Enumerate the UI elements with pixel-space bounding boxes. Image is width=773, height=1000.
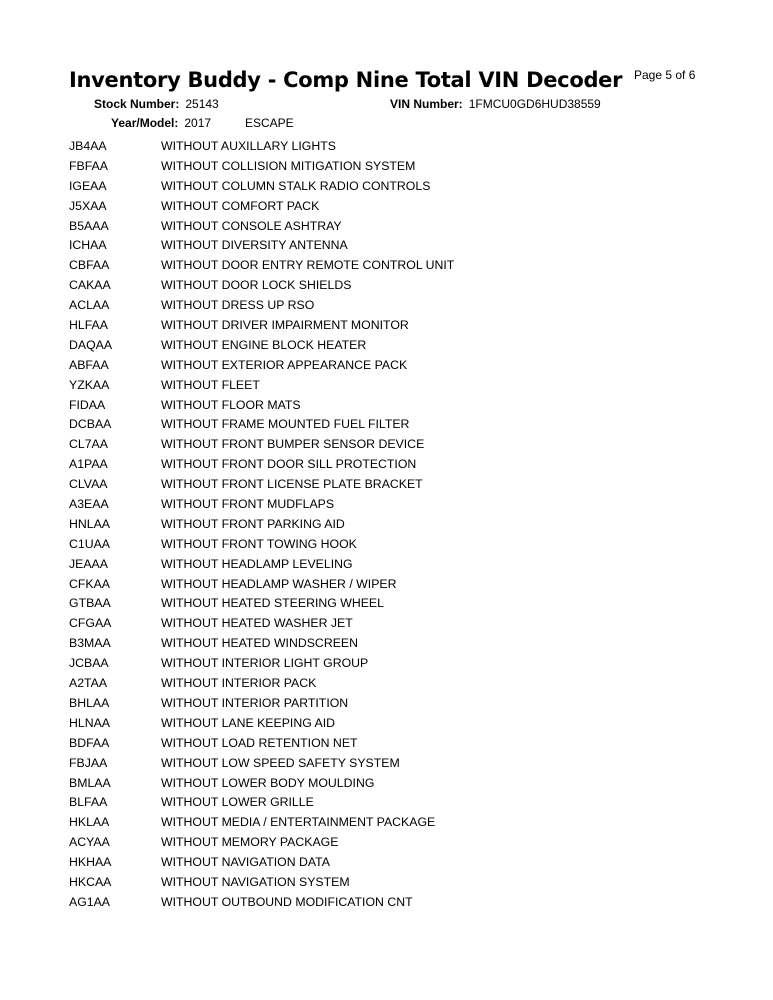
option-description: WITHOUT FRONT PARKING AID	[161, 516, 345, 531]
option-code: FBJAA	[69, 755, 108, 770]
option-row	[69, 754, 669, 774]
option-code: JCBAA	[69, 656, 109, 671]
option-description: WITHOUT NAVIGATION SYSTEM	[161, 874, 350, 889]
option-description: WITHOUT COMFORT PACK	[161, 198, 320, 213]
option-code: FBFAA	[69, 158, 108, 173]
option-row	[69, 415, 669, 435]
option-code-list	[69, 137, 669, 913]
option-code: CAKAA	[69, 278, 111, 293]
stock-number-label: Stock Number:	[94, 97, 180, 111]
option-code: ICHAA	[69, 238, 107, 253]
model-value: ESCAPE	[245, 116, 294, 130]
option-row	[69, 475, 669, 495]
option-row	[69, 734, 669, 754]
option-row	[69, 296, 669, 316]
option-description: WITHOUT DRESS UP RSO	[161, 298, 315, 313]
option-row	[69, 674, 669, 694]
option-row	[69, 873, 669, 893]
option-code: GTBAA	[69, 596, 111, 611]
option-row	[69, 137, 669, 157]
option-code: BHLAA	[69, 695, 110, 710]
option-code: A1PAA	[69, 457, 108, 472]
option-row	[69, 813, 669, 833]
option-description: WITHOUT MEMORY PACKAGE	[161, 835, 339, 850]
option-description: WITHOUT FRONT DOOR SILL PROTECTION	[161, 457, 417, 472]
option-code: A2TAA	[69, 676, 108, 691]
option-description: WITHOUT LANE KEEPING AID	[161, 715, 336, 730]
option-code: CBFAA	[69, 258, 110, 273]
option-row	[69, 376, 669, 396]
option-description: WITHOUT FRONT BUMPER SENSOR DEVICE	[161, 437, 425, 452]
option-row	[69, 435, 669, 455]
option-code: C1UAA	[69, 536, 111, 551]
option-code: FIDAA	[69, 397, 106, 412]
option-description: WITHOUT LOW SPEED SAFETY SYSTEM	[161, 755, 400, 770]
option-description: WITHOUT COLLISION MITIGATION SYSTEM	[161, 158, 416, 173]
option-row	[69, 396, 669, 416]
option-description: WITHOUT HEATED STEERING WHEEL	[161, 596, 384, 611]
option-code: HKLAA	[69, 815, 110, 830]
option-description: WITHOUT COLUMN STALK RADIO CONTROLS	[161, 178, 431, 193]
option-code: CLVAA	[69, 477, 108, 492]
option-code: BLFAA	[69, 795, 108, 810]
option-row	[69, 535, 669, 555]
option-description: WITHOUT LOWER GRILLE	[161, 795, 314, 810]
vin-number-field	[390, 97, 601, 111]
option-description: WITHOUT FRONT MUDFLAPS	[161, 497, 335, 512]
option-row	[69, 236, 669, 256]
option-code: CFGAA	[69, 616, 112, 631]
option-code: HLNAA	[69, 715, 111, 730]
option-row	[69, 217, 669, 237]
option-description: WITHOUT HEATED WASHER JET	[161, 616, 353, 631]
option-description: WITHOUT DOOR ENTRY REMOTE CONTROL UNIT	[161, 258, 455, 273]
option-description: WITHOUT MEDIA / ENTERTAINMENT PACKAGE	[161, 815, 436, 830]
option-row	[69, 833, 669, 853]
option-code: YZKAA	[69, 377, 110, 392]
option-code: HKCAA	[69, 874, 112, 889]
option-row	[69, 276, 669, 296]
report-title: Inventory Buddy - Comp Nine Total VIN Decoder	[69, 68, 623, 92]
option-row	[69, 495, 669, 515]
option-row	[69, 515, 669, 535]
option-description: WITHOUT HEATED WINDSCREEN	[161, 636, 358, 651]
option-code: HLFAA	[69, 318, 108, 333]
option-code: A3EAA	[69, 497, 109, 512]
option-row	[69, 654, 669, 674]
option-description: WITHOUT EXTERIOR APPEARANCE PACK	[161, 357, 408, 372]
option-code: CL7AA	[69, 437, 108, 452]
option-row	[69, 614, 669, 634]
option-code: HNLAA	[69, 516, 111, 531]
page-indicator: Page 5 of 6	[634, 68, 696, 82]
option-code: J5XAA	[69, 198, 107, 213]
option-code: CFKAA	[69, 576, 110, 591]
option-description: WITHOUT DIVERSITY ANTENNA	[161, 238, 348, 253]
option-row	[69, 793, 669, 813]
option-description: WITHOUT FRONT LICENSE PLATE BRACKET	[161, 477, 423, 492]
option-description: WITHOUT FLOOR MATS	[161, 397, 301, 412]
option-code: B5AAA	[69, 218, 109, 233]
option-row	[69, 555, 669, 575]
option-description: WITHOUT LOWER BODY MOULDING	[161, 775, 375, 790]
option-description: WITHOUT HEADLAMP LEVELING	[161, 556, 353, 571]
option-code: DCBAA	[69, 417, 112, 432]
option-row	[69, 336, 669, 356]
vin-number-label: VIN Number:	[390, 97, 463, 111]
option-description: WITHOUT DRIVER IMPAIRMENT MONITOR	[161, 318, 409, 333]
option-row	[69, 853, 669, 873]
option-code: ACYAA	[69, 835, 110, 850]
stock-number-field	[94, 97, 219, 111]
option-row	[69, 594, 669, 614]
option-description: WITHOUT DOOR LOCK SHIELDS	[161, 278, 352, 293]
option-code: HKHAA	[69, 855, 112, 870]
option-row	[69, 256, 669, 276]
option-code: BDFAA	[69, 735, 110, 750]
option-description: WITHOUT AUXILLARY LIGHTS	[161, 139, 336, 153]
option-code: JEAAA	[69, 556, 108, 571]
year-model-label: Year/Model:	[111, 116, 179, 130]
option-description: WITHOUT INTERIOR LIGHT GROUP	[161, 656, 369, 671]
option-code: DAQAA	[69, 337, 113, 352]
option-description: WITHOUT FRONT TOWING HOOK	[161, 536, 357, 551]
option-description: WITHOUT FLEET	[161, 377, 260, 392]
option-code: JB4AA	[69, 139, 107, 153]
option-code: IGEAA	[69, 178, 107, 193]
option-description: WITHOUT OUTBOUND MODIFICATION CNT	[161, 894, 413, 909]
option-row	[69, 694, 669, 714]
option-code: ACLAA	[69, 298, 110, 313]
option-description: WITHOUT INTERIOR PARTITION	[161, 695, 349, 710]
option-description: WITHOUT NAVIGATION DATA	[161, 855, 330, 870]
option-description: WITHOUT ENGINE BLOCK HEATER	[161, 337, 367, 352]
option-code: ABFAA	[69, 357, 109, 372]
option-row	[69, 177, 669, 197]
option-code: B3MAA	[69, 636, 111, 651]
option-description: WITHOUT CONSOLE ASHTRAY	[161, 218, 342, 233]
option-row	[69, 714, 669, 734]
option-row	[69, 575, 669, 595]
option-row	[69, 316, 669, 336]
option-description: WITHOUT FRAME MOUNTED FUEL FILTER	[161, 417, 410, 432]
stock-number-value: 25143	[185, 97, 219, 111]
year-value: 2017	[184, 116, 212, 130]
option-row	[69, 157, 669, 177]
option-code: BMLAA	[69, 775, 111, 790]
option-row	[69, 455, 669, 475]
option-code: AG1AA	[69, 894, 111, 909]
option-row	[69, 893, 669, 913]
option-row	[69, 197, 669, 217]
option-row	[69, 774, 669, 794]
vin-number-value: 1FMCU0GD6HUD38559	[468, 97, 601, 111]
option-row	[69, 634, 669, 654]
option-description: WITHOUT INTERIOR PACK	[161, 676, 317, 691]
year-model-field	[111, 116, 294, 130]
option-description: WITHOUT LOAD RETENTION NET	[161, 735, 358, 750]
option-description: WITHOUT HEADLAMP WASHER / WIPER	[161, 576, 397, 591]
option-row	[69, 356, 669, 376]
